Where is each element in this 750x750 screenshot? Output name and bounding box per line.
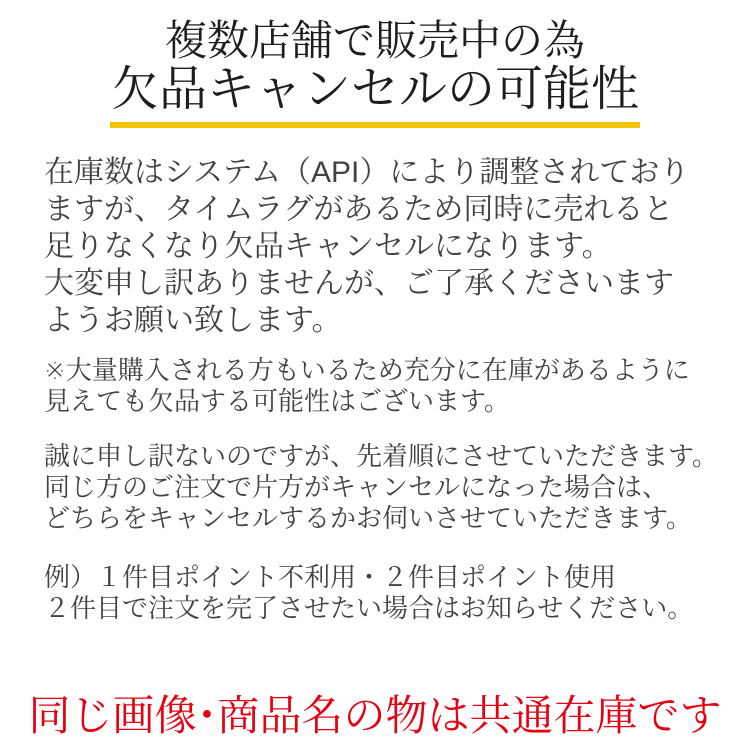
title-line-2: 欠品キャンセルの可能性 [110,63,639,116]
shared-stock-footer-text: 同じ画像･商品名の物は共通在庫です [28,692,722,739]
paragraph-point-example [44,562,722,624]
paragraph-line: ※大量購入される方もいるため充分に在庫があるように [44,355,690,385]
paragraph-line: 誠に申し訳ないのですが、先着順にさせていただきます。 [44,441,718,471]
title-underline-bar [110,122,640,128]
paragraph-line: ようお願い致します。 [44,304,342,337]
paragraph-system-lag [44,154,722,339]
paragraph-line: 足りなくなり欠品キャンセルになります。 [44,230,612,263]
paragraph-bulk-purchase-note [44,355,722,417]
paragraph-line: 例）１件目ポイント不利用・２件目ポイント使用 [44,562,617,592]
paragraph-line: ますが、タイムラグがあるため同時に売れると [44,193,674,226]
title-line-1: 複数店舗で販売中の為 [164,17,585,64]
paragraph-line: 大変申し訳ありませんが、ご了承くださいます [44,267,674,300]
notice-body [0,154,750,624]
paragraph-line: どちらをキャンセルするかお伺いさせていただきます。 [44,503,692,533]
paragraph-line: 在庫数はシステム（API）により調整されており [44,156,690,189]
notice-image [0,18,750,750]
paragraph-line: 同じ方のご注文で片方がキャンセルになった場合は、 [44,472,669,502]
paragraph-first-come-apology [44,441,722,534]
paragraph-line: 見えても欠品する可能性はございます。 [44,386,510,416]
paragraph-line: ２件目で注文を完了させたい場合はお知らせください。 [44,593,694,623]
